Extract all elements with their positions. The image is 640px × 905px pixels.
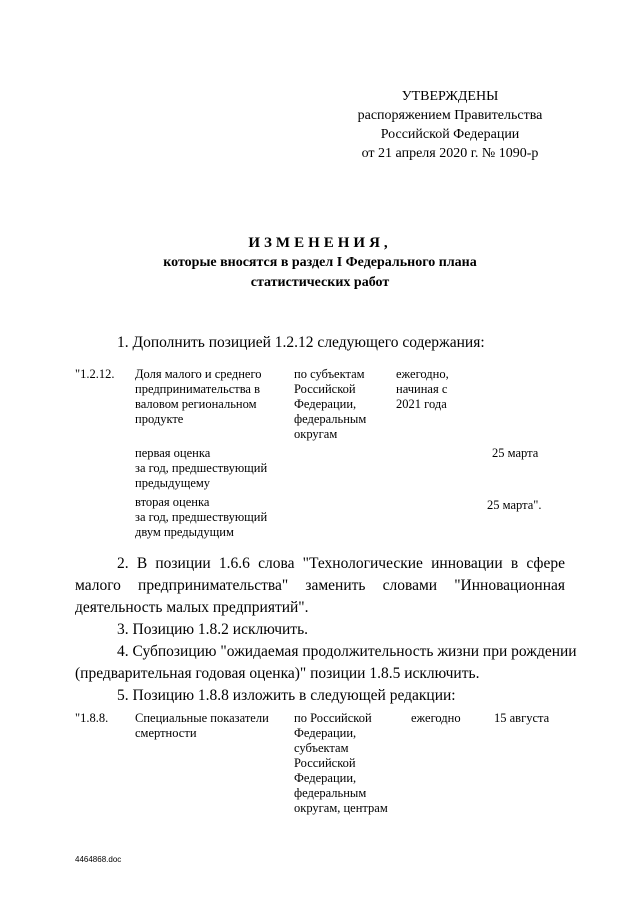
footer-doc-id: 4464868.doc xyxy=(75,855,122,864)
item-4-line1: 4. Субпозицию "ожидаемая продолжительность жизни при рождении xyxy=(117,643,577,660)
item-3: 3. Позицию 1.8.2 исключить. xyxy=(117,621,309,638)
table1-sub1-label: первая оценка за год, предшествующий предыдущему xyxy=(135,446,268,490)
item-2-line3: деятельность малых предприятий". xyxy=(75,599,309,616)
item-1: 1. Дополнить позицией 1.2.12 следующего содержания: xyxy=(117,334,485,351)
table2-code: "1.8.8. xyxy=(75,711,109,725)
approval-block xyxy=(330,87,570,163)
approval-country: Российской Федерации xyxy=(380,127,520,142)
table1-sub2-date: 25 марта". xyxy=(487,498,542,512)
item-4-line2: (предварительная годовая оценка)" позиции 1.8.5 исключить. xyxy=(75,665,480,682)
table1-sub2-label: вторая оценка за год, предшествующий двум предыдущим xyxy=(135,495,268,539)
table2-indicator: Специальные показатели смертности xyxy=(135,711,269,740)
item-2-line2: малого предпринимательства" заменить словами "Инновационная xyxy=(75,577,565,594)
approval-date-number: от 21 апреля 2020 г. № 1090-р xyxy=(361,146,539,161)
item-5: 5. Позицию 1.8.8 изложить в следующей редакции: xyxy=(117,687,456,704)
document-title xyxy=(120,233,520,293)
table1-sub1-date: 25 марта xyxy=(492,446,539,460)
title-subtitle-line2: статистических работ xyxy=(250,275,390,290)
title-heading: ИЗМЕНЕНИЯ, xyxy=(248,235,392,251)
table1-code: "1.2.12. xyxy=(75,367,115,381)
table2-breakdown: по Российской Федерации, субъектам Российской Федерации, федеральным округам, центрам xyxy=(294,711,388,815)
table2-periodicity: ежегодно xyxy=(411,711,461,725)
item-2-line1: 2. В позиции 1.6.6 слова "Технологические инновации в сфере xyxy=(117,555,565,572)
approval-authority: распоряжением Правительства xyxy=(357,108,543,123)
table1-periodicity: ежегодно, начиная с 2021 года xyxy=(396,367,449,411)
approval-stamp: УТВЕРЖДЕНЫ xyxy=(401,89,499,104)
table2-date: 15 августа xyxy=(494,711,550,725)
table1-breakdown: по субъектам Российской Федерации, федеральным округам xyxy=(294,367,367,441)
table1-indicator: Доля малого и среднего предпринимательства в валовом региональном продукте xyxy=(135,367,262,426)
title-subtitle-line1: которые вносятся в раздел I Федерального плана xyxy=(163,255,477,270)
